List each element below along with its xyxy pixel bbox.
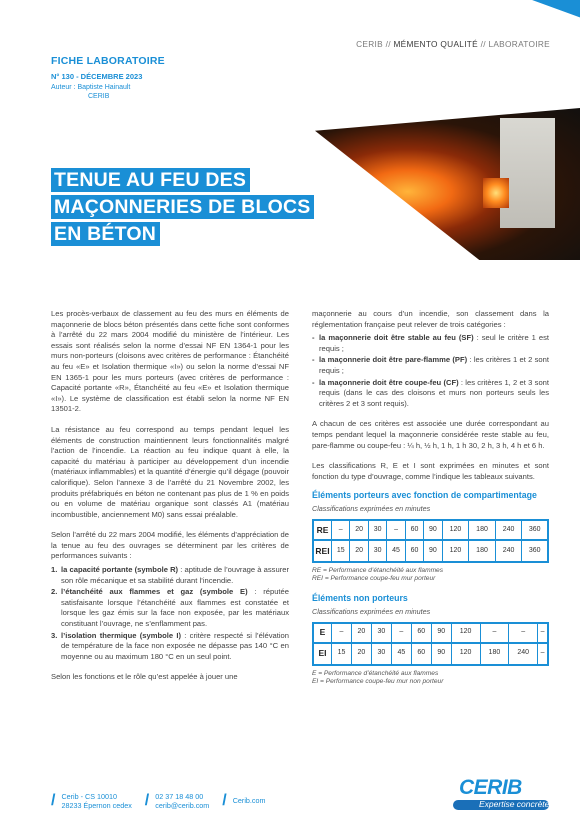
test-wall <box>500 118 555 228</box>
table-row: E – 20 30 – 60 90 120 – – – <box>314 624 547 644</box>
table-row: EI 15 20 30 45 60 90 120 180 240 – <box>314 644 547 664</box>
author-org: CERIB <box>88 93 110 100</box>
header-section: MÉMENTO QUALITÉ <box>393 39 478 49</box>
paragraph: Selon les fonctions et le rôle qu’est appelée à jouer une <box>51 672 238 682</box>
table-loadbearing <box>312 490 549 584</box>
email-link[interactable]: cerib@cerib.com <box>155 801 210 810</box>
table-row: RE – 20 30 – 60 90 120 180 240 360 <box>314 521 547 541</box>
title-line: TENUE AU FEU DES <box>51 168 250 192</box>
header-left <box>51 55 165 101</box>
table-subtitle: Classifications exprimées en minutes <box>312 504 431 514</box>
left-column <box>51 309 289 693</box>
list-item: 3. l’isolation thermique (symbole I) : critère respecté si l’élévation de température de la face non exposée ne dépasse pas 140 °C en moyenne ou au maximum 180 °C en un seul point. <box>51 630 289 661</box>
paragraph: La résistance au feu correspond au temps pendant lequel les éléments de construction maintiennent leurs fonctionnalités malgré l’action de l’incendie. La réaction au feu indique quant à elle, la capacité du matériau à participer au développement d’un incendie (matériaux inflammables) et la quantité d’énergie qu’il dégage (pouvoir calorifique). Selon l’annexe 3 de l’arrêté du 21 Novembre 2002, les produits préfabriqués en béton ne contenant pas plus de 1 % en poids ou en volume de matériau organique sont classés A1 (matériau incombustible, anciennement M0) sans essai préalable. <box>51 424 289 519</box>
list-item: - la maçonnerie doit être stable au feu (SF) : seul le critère 1 est requis ; <box>312 333 549 353</box>
phone-number: 02 37 18 48 00 <box>155 792 204 801</box>
header-org: CERIB <box>356 39 383 49</box>
logo-wordmark: CERIB <box>459 776 522 799</box>
footer-address: / Cerib - CS 10010 28233 Épernon cedex <box>51 792 132 810</box>
table-row: REI 15 20 30 45 60 90 120 180 240 360 <box>314 541 547 561</box>
paragraph: maçonnerie au cours d’un incendie, son classement dans la réglementation française peut relever de trois catégories : <box>312 309 549 329</box>
table-nonloadbearing <box>312 593 549 687</box>
criteria-list <box>51 565 289 662</box>
header-category: LABORATOIRE <box>488 39 550 49</box>
author-block <box>51 83 165 101</box>
classification-table <box>312 622 549 666</box>
series-title: FICHE LABORATOIRE <box>51 55 165 67</box>
list-item: - la maçonnerie doit être pare-flamme (PF) : les critères 1 et 2 sont requis ; <box>312 355 549 375</box>
classification-table <box>312 519 549 563</box>
paragraph: Les procès-verbaux de classement au feu des murs en éléments de maçonnerie de blocs béton présentés dans cette fiche sont conformes à l’arrêté du 22 mars 2004 modifié du ministère de l’intérieur. Les essais sont réalisés selon la norme d’essai NF EN 1364-1 pour les murs non-porteurs (cloisons avec critères de performance : Étanchéité au feu «E» et Isolation thermique «I») ou selon la norme d’essai NF EN 1365-1 pour les murs porteurs (avec critères de performance : Capacité portante «R», Étanchéité au feu «E» et Isolation thermique «I»). Le système de classification est établi selon la norme NF EN 13501-2. <box>51 309 289 414</box>
header-right <box>356 39 550 49</box>
fire-test-photo <box>315 108 580 260</box>
paragraph: Les classifications R, E et I sont exprimées en minutes et sont fonction du type d’ouvrage, comme l’indique les tableaux suivants. <box>312 461 549 481</box>
right-column <box>312 309 549 687</box>
corner-decoration <box>522 0 580 28</box>
website-link[interactable]: Cerib.com <box>232 796 266 805</box>
list-item: 2. l’étanchéité aux flammes et gaz (symbole E) : réputée satisfaisante lorsque l’étanchéité aux flammes est constatée et lorsque les gaz émis sur la face non exposée, par les matériaux constituant l’ouvrage, ne s’enflamment pas. <box>51 587 289 629</box>
page-title <box>51 168 314 249</box>
list-item: - la maçonnerie doit être coupe-feu (CF) : les critères 1, 2 et 3 sont requis (dans le cas des cloisons et murs non porteurs seuls les critères 2 et 3 sont requis). <box>312 377 549 408</box>
footer-contact: / 02 37 18 48 00 cerib@cerib.com <box>144 792 210 810</box>
table-legend: E = Performance d’étanchéité aux flammes EI = Performance coupe-feu mur non porteur <box>312 669 444 685</box>
table-subtitle: Classifications exprimées en minutes <box>312 606 431 616</box>
header-sep: // <box>385 39 391 49</box>
header-sep: // <box>480 39 486 49</box>
paragraph: Selon l’arrêté du 22 mars 2004 modifié, les éléments d’appréciation de la tenue au feu des ouvrages se déterminent par les critères de performances suivants : <box>51 530 289 561</box>
issue-number: N° 130 - DÉCEMBRE 2023 <box>51 72 143 81</box>
table-legend: RE = Performance d’étanchéité aux flammes REI = Performance coupe-feu mur porteur <box>312 566 444 583</box>
paragraph: A chacun de ces critères est associée une durée correspondant au temps pendant lequel la maçonnerie considérée reste stable au feu, pare-flamme ou coupe-feu : ¼ h, ½ h, 1 h, 1 h 30, 2 h, 3 h, 4 h et 6 h. <box>312 419 549 450</box>
table-title: Éléments porteurs avec fonction de compartimentage <box>312 490 537 501</box>
title-line: MAÇONNERIES DE BLOCS <box>51 195 314 219</box>
cerib-logo <box>453 775 551 810</box>
table-title: Éléments non porteurs <box>312 592 408 603</box>
footer-web: / Cerib.com <box>222 792 266 809</box>
logo-tagline: Expertise concrète <box>479 799 550 809</box>
author-name: Auteur : Baptiste Hainault <box>51 84 131 91</box>
category-list <box>312 333 549 409</box>
title-line: EN BÉTON <box>51 222 160 246</box>
list-item: 1. la capacité portante (symbole R) : aptitude de l’ouvrage à assurer son rôle mécanique et sa stabilité durant l’incendie. <box>51 565 289 585</box>
flame <box>483 178 509 208</box>
footer <box>51 792 279 810</box>
